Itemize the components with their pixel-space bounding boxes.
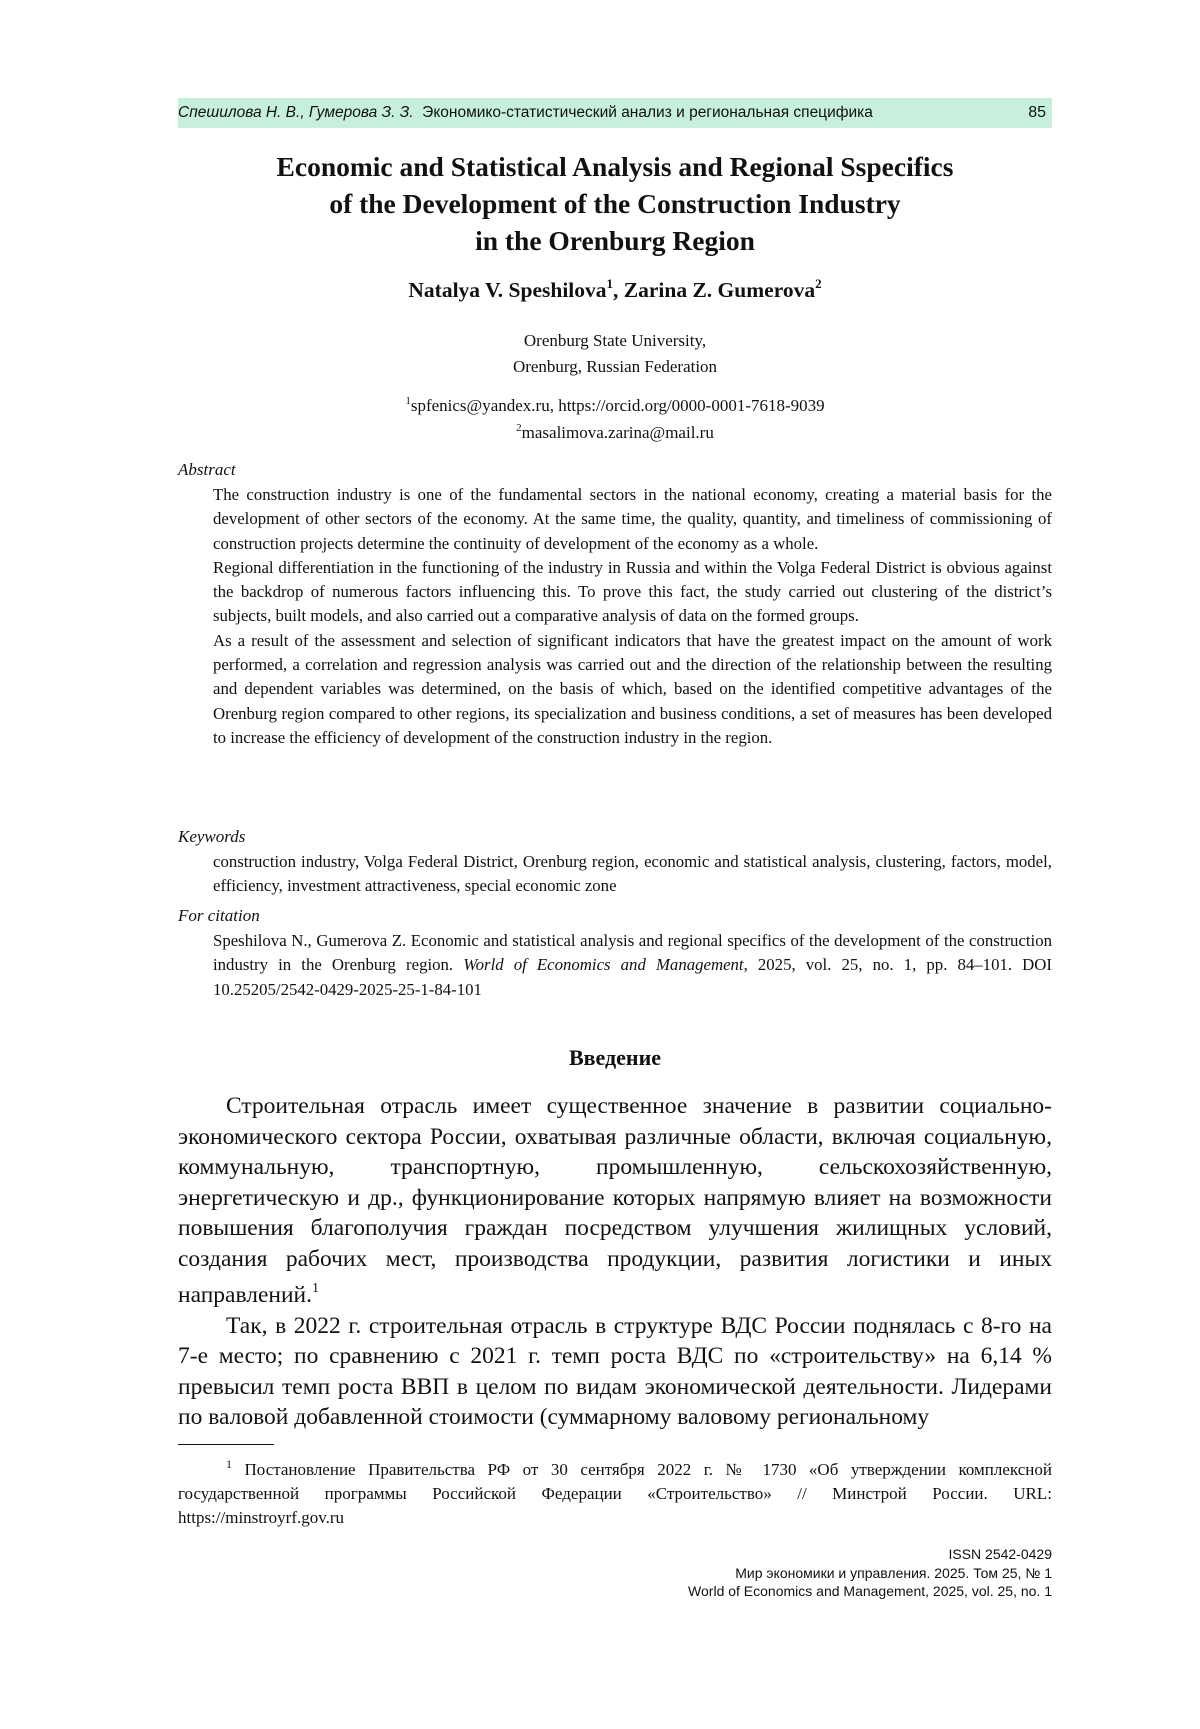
citation-part: Speshilova N., Gumerova Z. Economic and statistical analysis and regional specifics of the development of the construction industry in the Orenburg region. (213, 931, 1052, 975)
title-line: of the Development of the Construction Industry (329, 188, 901, 219)
abstract-paragraph: As a result of the assessment and selection of significant indicators that have the greatest impact on the amount of work performed, a correlation and regression analysis was carried out and the direction of the relationship between the resulting and dependent variables was determined, on the basis of which, based on the identified competitive advantages of the Orenburg region compared to other regions, its specialization and business conditions, a set of measures has been developed to increase the efficiency of development of the construction industry in the region. (213, 630, 1052, 747)
abstract-paragraph: Regional differentiation in the functioning of the industry in Russia and within the Volga Federal District is obvious against the backdrop of numerous factors influencing this. To prove this fact, the study carried out clustering of the district’s subjects, built models, and also carried out a comparative analysis of data on the formed groups. (213, 557, 1052, 626)
running-head-title: Экономико-статистический анализ и региональная специфика (422, 104, 873, 121)
citation-body (213, 929, 1052, 1002)
contact-emails (178, 390, 1052, 444)
body-paragraph (178, 1311, 1052, 1433)
affiliation-line: Orenburg State University, (523, 331, 707, 350)
author-line (178, 276, 1052, 303)
author-name: Zarina Z. Gumerova (623, 278, 816, 302)
running-head (178, 98, 1052, 128)
email-link[interactable]: masalimova.zarina@mail.ru (521, 423, 714, 442)
affiliation (178, 328, 1052, 380)
email-line (178, 417, 1052, 444)
title-line: in the Orenburg Region (475, 225, 755, 256)
footnote-mark: 1 (226, 1457, 232, 1471)
author-name: Natalya V. Speshilova (408, 278, 607, 302)
running-head-left (178, 104, 873, 122)
citation-text (213, 929, 1052, 1002)
journal-footer (688, 1545, 1052, 1601)
footnote (178, 1452, 1052, 1530)
abstract-body (213, 483, 1052, 750)
email-mark: 1 (405, 395, 411, 407)
issn: ISSN 2542-0429 (948, 1546, 1052, 1562)
keywords-body (213, 850, 1052, 899)
abstract-paragraph: The construction industry is one of the fundamental sectors in the national economy, creating a material basis for the development of other sectors of the economy. At the same time, the quality, quantity, and timeliness of commissioning of construction projects determine the continuity of development of the economy as a whole. (213, 485, 1052, 553)
footnote-text (178, 1452, 1052, 1530)
running-head-authors: Спешилова Н. В., Гумерова З. З. (178, 104, 414, 121)
citation-part: , 2025, vol. 25, no. 1, pp. 84–101. DOI 10.25205/2542-0429-2025-25-1-84-101 (213, 955, 1052, 999)
body-text (178, 1091, 1052, 1433)
email-link[interactable]: spfenics@yandex.ru, https://orcid.org/0000-0001-7618-9039 (410, 396, 825, 415)
footnote-divider (178, 1444, 274, 1445)
email-line (178, 390, 1052, 417)
abstract-label: Abstract (178, 460, 236, 479)
journal-info-ru: Мир экономики и управления. 2025. Том 25, № 1 (735, 1564, 1052, 1581)
citation-label: For citation (178, 906, 260, 925)
title-line: Economic and Statistical Analysis and Regional Sspecifics (276, 151, 954, 182)
footnote-ref[interactable]: 1 (312, 1281, 320, 1296)
footnote-body: Постановление Правительства РФ от 30 сентября 2022 г. № 1730 «Об утверждении комплексной государственной программы Российской Федерации «Строительство» // Минстрой России. URL: https://minstroyrf.gov.ru (178, 1460, 1053, 1527)
body-paragraph (178, 1091, 1052, 1311)
article-title (178, 148, 1052, 259)
section-heading-intro: Введение (568, 1045, 662, 1070)
citation-journal: World of Economics and Management (463, 955, 744, 975)
author-affiliation-mark: 2 (815, 276, 822, 291)
affiliation-line: Orenburg, Russian Federation (512, 357, 718, 376)
keywords-label: Keywords (178, 827, 246, 846)
keywords-text: construction industry, Volga Federal District, Orenburg region, economic and statistical analysis, clustering, factors, model, efficiency, investment attractiveness, special economic zone (213, 852, 1052, 896)
page-number: 85 (1028, 104, 1046, 121)
email-mark: 2 (516, 422, 522, 434)
author-separator: , (613, 278, 624, 302)
body-paragraph-text: Так, в 2022 г. строительная отрасль в структуре ВДС России поднялась с 8-го на 7-е место; по сравнению с 2021 г. темп роста ВДС по «строительству» на 6,14 % превысил темп роста ВВП в целом по видам экономической деятельности. Лидерами по валовой добавленной стоимости (суммарному валовому региональному (178, 1312, 1052, 1430)
author-affiliation-mark: 1 (606, 276, 614, 291)
body-paragraph-text: Строительная отрасль имеет существенное значение в развитии социально-экономического сектора России, охватывая различные области, включая социальную, коммунальную, транспортную, промышленную, сельскохозяйственную, энергетическую и др., функционирование которых напрямую влияет на возможности повышения благополучия граждан посредством улучшения жилищных условий, создания рабочих мест, производства продукции, развития логистики и иных направлений. (178, 1093, 1052, 1308)
journal-info-en: World of Economics and Management, 2025, vol. 25, no. 1 (688, 1583, 1052, 1599)
